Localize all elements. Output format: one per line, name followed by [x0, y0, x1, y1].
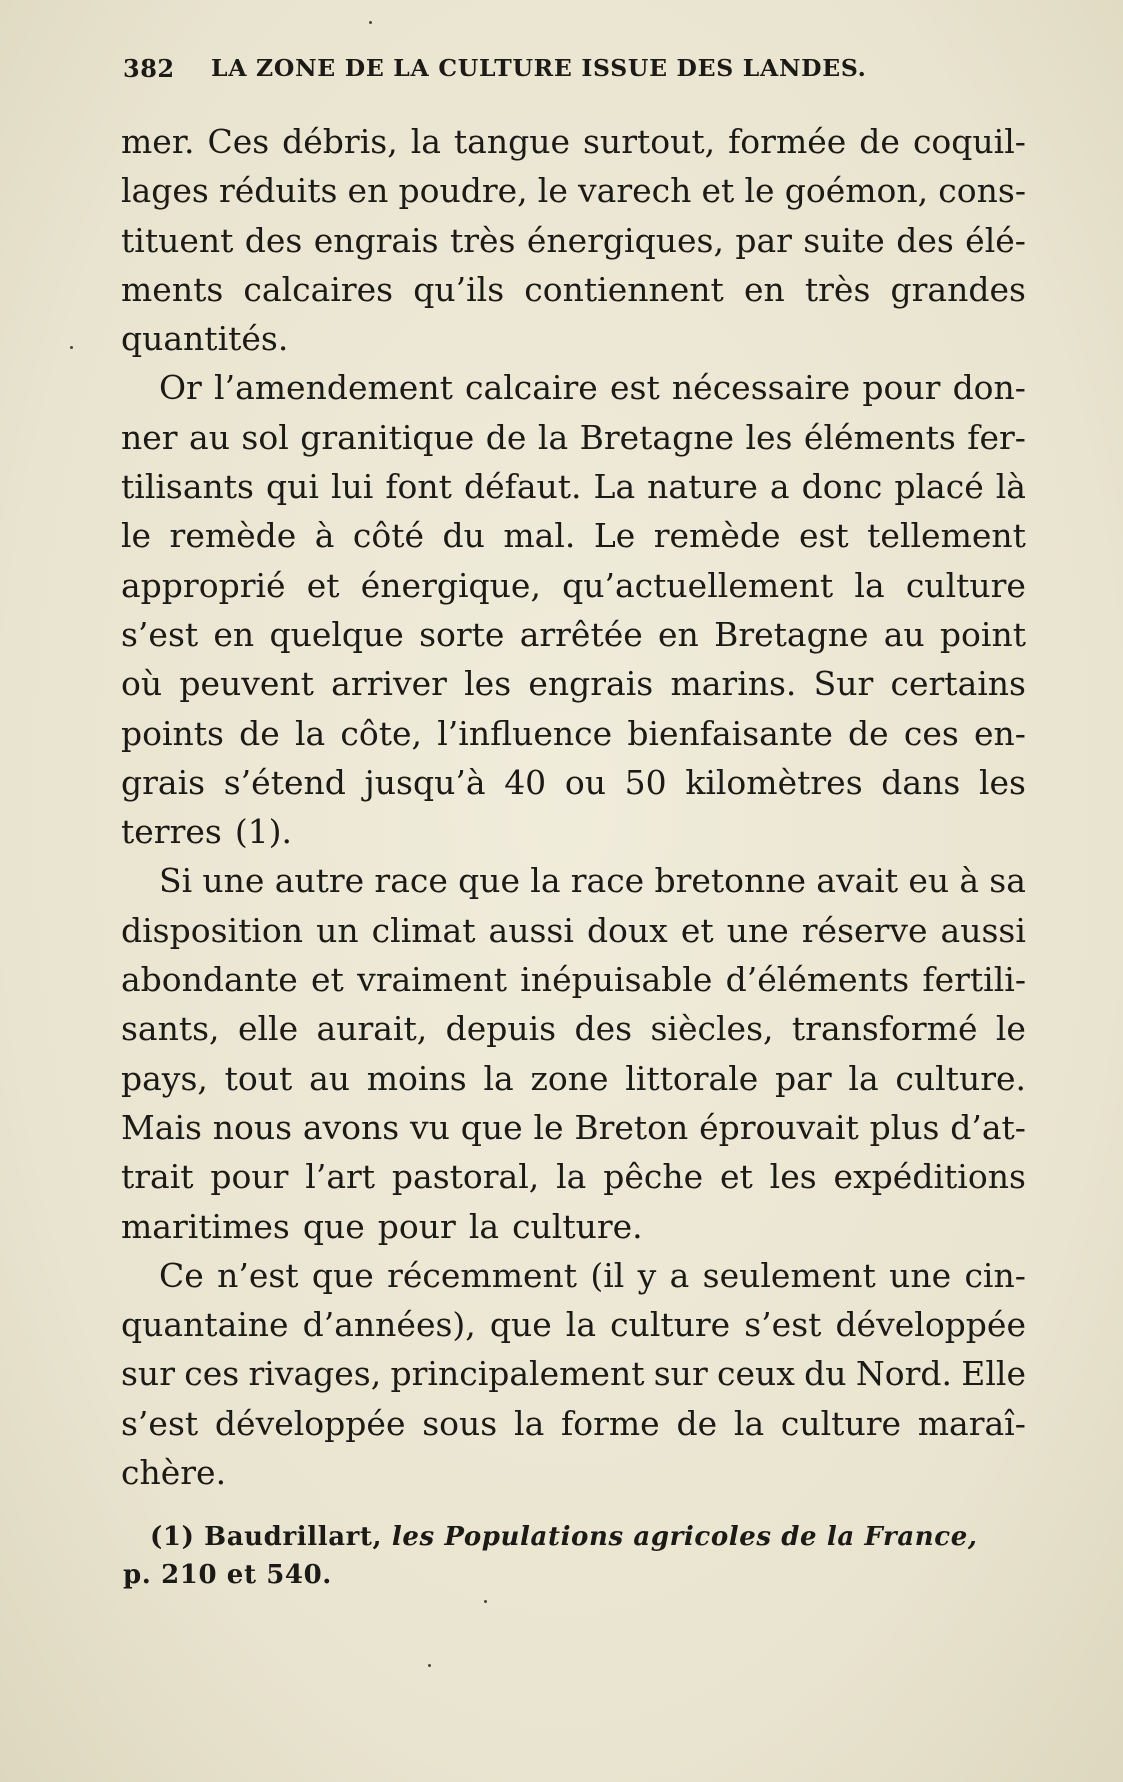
word: que [302, 1206, 365, 1246]
paragraph [121, 1251, 1026, 1497]
word: (1). [234, 812, 293, 852]
word: placé [894, 467, 984, 507]
word: développée [835, 1305, 1026, 1345]
word: ou [564, 762, 606, 802]
word: l’art [305, 1157, 376, 1197]
word: ces [903, 713, 959, 753]
word: bretonne [654, 861, 807, 901]
word: du [804, 1354, 847, 1394]
word: les [978, 762, 1026, 802]
word: climat [371, 910, 476, 950]
word: contiennent [524, 269, 724, 309]
word: avait [816, 861, 899, 901]
word: ceux [717, 1354, 795, 1394]
word: qu’actuellement [562, 565, 834, 605]
word: l’amendement [214, 368, 453, 408]
word: calcaire [465, 368, 598, 408]
word: débris, [282, 122, 398, 161]
word: forme [561, 1403, 660, 1443]
word: pays, [121, 1058, 208, 1098]
text-line [121, 955, 1026, 1004]
word: et [311, 960, 344, 1000]
text-line [121, 758, 1026, 807]
word: ces [184, 1354, 240, 1394]
word: pour [862, 368, 941, 408]
word: granitique [300, 417, 475, 457]
word: points [121, 713, 224, 753]
text-line [121, 709, 1026, 758]
word: sol [241, 417, 289, 457]
word: des [574, 1009, 633, 1049]
text-line [121, 906, 1026, 955]
text-line [121, 166, 1026, 215]
word: éléments [803, 417, 956, 457]
word: du [442, 516, 485, 556]
word: grais [121, 762, 206, 802]
word: culture [905, 565, 1026, 605]
word: peuvent [179, 664, 314, 704]
word: font [385, 467, 452, 507]
word: culture [780, 1403, 901, 1443]
word: sur [121, 1354, 175, 1394]
word: donc [801, 467, 883, 507]
page-number: 382 [123, 54, 175, 83]
word: réserve [801, 910, 928, 950]
footnote-work-title: les Populations agricoles de la France, [391, 1522, 978, 1552]
word: est [609, 368, 660, 408]
word: pastoral, [391, 1157, 540, 1197]
word: la [483, 1058, 514, 1098]
word: autre [274, 861, 365, 901]
word: zone [530, 1058, 609, 1098]
word: les [464, 664, 512, 704]
word: par [735, 220, 792, 260]
word: rivages, [248, 1354, 382, 1394]
word: au [189, 417, 230, 457]
text-line [121, 1349, 1026, 1398]
word: ner [121, 417, 178, 457]
word: a [769, 467, 790, 507]
word: kilomètres [685, 762, 863, 802]
word: culture. [512, 1206, 643, 1246]
running-header [123, 54, 943, 94]
word: Breton [574, 1107, 689, 1147]
word: culture [610, 1305, 731, 1345]
word: au [883, 614, 925, 654]
word: transformé [791, 1009, 978, 1049]
word: vraiment [357, 960, 508, 1000]
word: maritimes [121, 1206, 290, 1246]
ink-speck [428, 1664, 431, 1667]
text-line [121, 1251, 1026, 1300]
word: cons- [938, 171, 1026, 211]
word: a [669, 1255, 690, 1295]
text-line [121, 659, 1026, 708]
word: développée [214, 1403, 406, 1443]
word: quantaine [121, 1305, 289, 1345]
word: très [804, 269, 871, 309]
word: n’est [217, 1255, 299, 1295]
word: culture. [895, 1058, 1026, 1098]
word: la [565, 1305, 597, 1345]
word: une [726, 910, 789, 950]
word: de [485, 417, 527, 457]
word: inépuisable [520, 960, 713, 1000]
word: eu [908, 861, 950, 901]
paragraph [121, 363, 1026, 856]
word: race [570, 861, 645, 901]
word: quelque [269, 614, 404, 654]
word: une [889, 1255, 952, 1295]
text-line [121, 1399, 1026, 1448]
word: en [213, 614, 255, 654]
word: réduits [218, 171, 338, 211]
word: nécessaire [671, 368, 851, 408]
word: où [121, 664, 163, 704]
word: varech [578, 171, 692, 211]
word: seulement [702, 1255, 876, 1295]
word: jusqu’à [364, 762, 486, 802]
word: pêche [603, 1157, 704, 1197]
text-line [121, 856, 1026, 905]
word: Or [159, 368, 202, 408]
word: elle [237, 1009, 299, 1049]
word: trait [121, 1157, 194, 1197]
word: sants, [121, 1009, 220, 1049]
text-line [121, 1152, 1026, 1201]
word: La [593, 467, 636, 507]
word: s’est [744, 1305, 822, 1345]
word: approprié [121, 565, 286, 605]
text-line [121, 314, 1026, 363]
word: bienfaisante [627, 713, 833, 753]
word: arriver [331, 664, 447, 704]
word: la [848, 1058, 879, 1098]
word: 50 [624, 762, 667, 802]
text-line [121, 1103, 1026, 1152]
word: Le [593, 516, 636, 556]
word: marins. [670, 664, 797, 704]
word: Si [159, 861, 193, 901]
word: en- [974, 713, 1026, 753]
word: une [202, 861, 265, 901]
word: tout [224, 1058, 293, 1098]
footnote-author: Baudrillart, [204, 1522, 383, 1552]
word: cin- [964, 1255, 1026, 1295]
word: la [468, 1206, 500, 1246]
word: le [533, 1107, 564, 1147]
footnote-pages: p. 210 et 540. [123, 1560, 332, 1590]
word: récemment [387, 1255, 578, 1295]
word: aussi [940, 910, 1026, 950]
word: que [311, 1255, 374, 1295]
paragraph [121, 117, 1026, 363]
word: Ce [159, 1255, 204, 1295]
word: s’est [121, 1403, 199, 1443]
word: maraî- [917, 1403, 1026, 1443]
word: remède [653, 516, 781, 556]
word: la [733, 1403, 765, 1443]
word: que [460, 1107, 523, 1147]
word: coquil- [912, 122, 1026, 161]
word: à [314, 516, 335, 556]
word: en [743, 269, 785, 309]
word: de [848, 713, 889, 753]
word: sur [653, 1354, 708, 1394]
word: Bretagne [714, 614, 869, 654]
footnote-marker: (1) [150, 1522, 195, 1552]
word: de [859, 122, 900, 161]
word: en [347, 171, 389, 211]
word: suite [803, 220, 885, 260]
word: le [995, 1009, 1026, 1049]
text-line [121, 1054, 1026, 1103]
ink-speck [484, 1600, 487, 1603]
word: s’étend [223, 762, 346, 802]
word: par [775, 1058, 832, 1098]
word: engrais [528, 664, 654, 704]
word: y [637, 1255, 657, 1295]
word: aurait, [316, 1009, 428, 1049]
footnote-line [123, 1518, 1043, 1556]
text-line [121, 1202, 1026, 1251]
word: tituent [121, 220, 234, 260]
word: est [798, 516, 849, 556]
word: doux [586, 910, 668, 950]
word: Bretagne [579, 417, 734, 457]
word: très [449, 220, 516, 260]
word: et [701, 171, 735, 211]
text-line [121, 561, 1026, 610]
word: Sur [813, 664, 874, 704]
word: que [489, 1305, 552, 1345]
word: lui [330, 467, 374, 507]
word: de [676, 1403, 718, 1443]
word: l’influence [437, 713, 613, 753]
word: énergiques, [526, 220, 724, 260]
word: qui [266, 467, 319, 507]
running-title: LA ZONE DE LA CULTURE ISSUE DES LANDES. [211, 54, 867, 82]
word: surtout, [583, 122, 716, 161]
word: sa [989, 861, 1026, 901]
word: formée [728, 122, 847, 161]
word: la [295, 713, 326, 753]
word: don- [952, 368, 1026, 408]
word: sous [422, 1403, 498, 1443]
word: calcaires [243, 269, 394, 309]
word: siècles, [650, 1009, 774, 1049]
word: un [316, 910, 359, 950]
text-line [121, 1004, 1026, 1053]
word: poudre, [398, 171, 528, 211]
word: point [939, 614, 1026, 654]
word: à [959, 861, 980, 901]
text-line [121, 610, 1026, 659]
paragraph [121, 856, 1026, 1250]
word: 40 [504, 762, 547, 802]
word: la [410, 122, 441, 161]
word: de [239, 713, 280, 753]
word: Ces [207, 122, 270, 161]
word: vu [410, 1107, 450, 1147]
word: abondante [121, 960, 298, 1000]
word: au [309, 1058, 350, 1098]
text-line [121, 807, 1026, 856]
word: tilisants [121, 467, 254, 507]
word: la [530, 861, 561, 901]
word: mal. [503, 516, 576, 556]
text-line [121, 462, 1026, 511]
word: principalement [390, 1354, 645, 1394]
word: moins [366, 1058, 467, 1098]
word: Elle [961, 1354, 1026, 1394]
word: s’est [121, 614, 199, 654]
word: lages [121, 171, 209, 211]
word: ments [121, 269, 224, 309]
word: expéditions [833, 1157, 1026, 1197]
text-line [121, 1448, 1026, 1497]
word: le [744, 171, 775, 211]
word: des [244, 220, 303, 260]
word: chère. [121, 1453, 227, 1493]
word: certains [890, 664, 1026, 704]
word: la [556, 1157, 587, 1197]
word: d’at- [950, 1107, 1026, 1147]
ink-speck [369, 21, 372, 24]
text-line [121, 511, 1026, 560]
word: Nord. [855, 1354, 952, 1394]
word: avons [302, 1107, 400, 1147]
word: (il [590, 1255, 625, 1295]
word: éprouvait [699, 1107, 859, 1147]
word: et [720, 1157, 753, 1197]
word: sorte [419, 614, 505, 654]
word: nous [212, 1107, 293, 1147]
text-line [121, 1300, 1026, 1349]
word: que [458, 861, 521, 901]
ink-speck [70, 346, 73, 349]
word: goémon, [784, 171, 929, 211]
word: et [680, 910, 714, 950]
word: le [121, 516, 152, 556]
word: en [658, 614, 699, 654]
word: qu’ils [413, 269, 505, 309]
word: disposition [121, 910, 304, 950]
word: engrais [313, 220, 439, 260]
word: plus [869, 1107, 940, 1147]
word: les [745, 417, 793, 457]
word: terres [121, 812, 222, 852]
word: pour [210, 1157, 289, 1197]
word: mer. [121, 122, 195, 161]
word: race [374, 861, 448, 901]
word: fer- [967, 417, 1026, 457]
text-line [121, 265, 1026, 314]
word: le [537, 171, 568, 211]
word: la [537, 417, 569, 457]
word: Mais [121, 1107, 202, 1147]
word: défaut. [463, 467, 582, 507]
word: côte, [340, 713, 423, 753]
footnote [123, 1518, 1043, 1594]
word: d’éléments [725, 960, 910, 1000]
text-line [121, 413, 1026, 462]
word: les [769, 1157, 817, 1197]
word: fertili- [922, 960, 1026, 1000]
word: quantités. [121, 319, 289, 359]
text-line [121, 363, 1026, 412]
word: remède [169, 516, 297, 556]
word: dans [881, 762, 961, 802]
word: depuis [445, 1009, 557, 1049]
word: arrêtée [519, 614, 643, 654]
word: tellement [867, 516, 1026, 556]
word: et [306, 565, 340, 605]
word: tangue [453, 122, 571, 161]
text-line [121, 216, 1026, 265]
word: la [854, 565, 885, 605]
word: la [514, 1403, 545, 1443]
word: aussi [488, 910, 574, 950]
word: littorale [625, 1058, 759, 1098]
word: là [995, 467, 1026, 507]
word: d’années), [302, 1305, 476, 1345]
word: élé- [965, 220, 1026, 260]
text-line [121, 117, 1026, 166]
word: pour [377, 1206, 456, 1246]
word: des [896, 220, 954, 260]
word: nature [647, 467, 758, 507]
word: énergique, [360, 565, 541, 605]
footnote-line [123, 1556, 1043, 1594]
body-text [121, 117, 1026, 1497]
word: côté [352, 516, 425, 556]
word: grandes [890, 269, 1026, 309]
